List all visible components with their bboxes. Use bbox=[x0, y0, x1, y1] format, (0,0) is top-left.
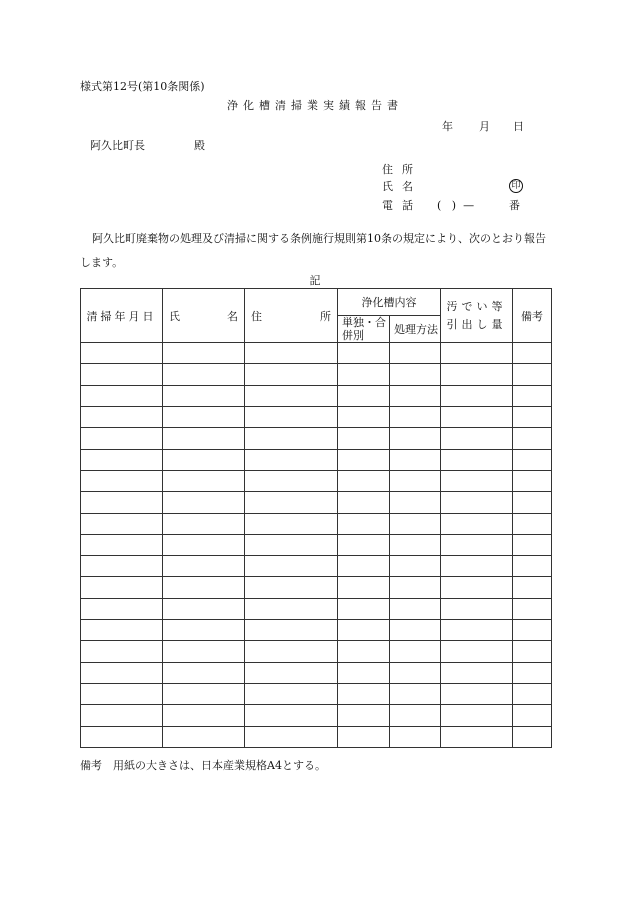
table-cell[interactable] bbox=[163, 684, 245, 705]
table-cell[interactable] bbox=[163, 513, 245, 534]
table-cell[interactable] bbox=[81, 577, 163, 598]
table-cell[interactable] bbox=[163, 705, 245, 726]
table-cell[interactable] bbox=[245, 726, 338, 747]
col-address-char-1: 住 bbox=[251, 309, 262, 323]
table-cell[interactable] bbox=[390, 641, 441, 662]
table-cell[interactable] bbox=[245, 449, 338, 470]
table-cell[interactable] bbox=[338, 684, 390, 705]
table-cell[interactable] bbox=[245, 470, 338, 491]
table-cell[interactable] bbox=[441, 662, 513, 683]
table-cell[interactable] bbox=[81, 726, 163, 747]
table-cell[interactable] bbox=[390, 662, 441, 683]
table-cell[interactable] bbox=[390, 577, 441, 598]
table-cell[interactable] bbox=[390, 364, 441, 385]
table-cell[interactable] bbox=[390, 726, 441, 747]
col-tank-type-header: 単独・合併別 bbox=[338, 316, 390, 343]
table-cell[interactable] bbox=[163, 449, 245, 470]
table-cell[interactable] bbox=[81, 705, 163, 726]
table-cell[interactable] bbox=[513, 662, 552, 683]
table-cell[interactable] bbox=[81, 470, 163, 491]
table-cell[interactable] bbox=[441, 492, 513, 513]
table-cell[interactable] bbox=[338, 406, 390, 427]
table-cell[interactable] bbox=[513, 428, 552, 449]
table-row bbox=[81, 684, 552, 705]
table-row bbox=[81, 343, 552, 364]
table-cell[interactable] bbox=[81, 534, 163, 555]
addressee: 阿久比町長 bbox=[90, 139, 145, 152]
table-cell[interactable] bbox=[441, 577, 513, 598]
date-month-label: 月 bbox=[479, 120, 490, 133]
table-cell[interactable] bbox=[513, 556, 552, 577]
table-cell[interactable] bbox=[245, 364, 338, 385]
table-cell[interactable] bbox=[513, 577, 552, 598]
table-row bbox=[81, 406, 552, 427]
table-cell[interactable] bbox=[338, 577, 390, 598]
table-cell[interactable] bbox=[513, 364, 552, 385]
table-cell[interactable] bbox=[513, 705, 552, 726]
table-cell[interactable] bbox=[338, 556, 390, 577]
phone-label-2: 話 bbox=[402, 199, 413, 212]
table-cell[interactable] bbox=[338, 534, 390, 555]
table-cell[interactable] bbox=[81, 641, 163, 662]
table-cell[interactable] bbox=[441, 449, 513, 470]
table-cell[interactable] bbox=[390, 343, 441, 364]
table-cell[interactable] bbox=[513, 406, 552, 427]
form-number: 様式第12号(第10条関係) bbox=[80, 80, 205, 93]
table-cell[interactable] bbox=[81, 406, 163, 427]
table-cell[interactable] bbox=[390, 470, 441, 491]
col-name-char-2: 名 bbox=[227, 309, 238, 323]
table-cell[interactable] bbox=[513, 470, 552, 491]
table-cell[interactable] bbox=[81, 385, 163, 406]
table-cell[interactable] bbox=[390, 556, 441, 577]
table-cell[interactable] bbox=[513, 534, 552, 555]
table-cell[interactable] bbox=[338, 470, 390, 491]
table-cell[interactable] bbox=[81, 662, 163, 683]
table-row bbox=[81, 598, 552, 619]
table-cell[interactable] bbox=[441, 428, 513, 449]
col-sludge-line-2: 引出し量 bbox=[446, 317, 507, 331]
col-sludge-header bbox=[441, 289, 513, 343]
table-cell[interactable] bbox=[81, 428, 163, 449]
address-label-2: 所 bbox=[402, 163, 413, 176]
table-row bbox=[81, 428, 552, 449]
table-cell[interactable] bbox=[245, 577, 338, 598]
table-row bbox=[81, 620, 552, 641]
body-text: 阿久比町廃棄物の処理及び清掃に関する条例施行規則第10条の規定により、次のとおり報告します。 bbox=[80, 232, 546, 269]
table-cell[interactable] bbox=[513, 598, 552, 619]
table-cell[interactable] bbox=[441, 534, 513, 555]
table-cell[interactable] bbox=[163, 492, 245, 513]
table-cell[interactable] bbox=[81, 598, 163, 619]
footnote: 備考 用紙の大きさは、日本産業規格A4とする。 bbox=[80, 759, 326, 772]
col-address-char-2: 所 bbox=[320, 309, 331, 323]
phone-format: ( ) — bbox=[437, 199, 475, 212]
table-cell[interactable] bbox=[390, 449, 441, 470]
table-cell[interactable] bbox=[390, 705, 441, 726]
name-label-2: 名 bbox=[402, 180, 413, 193]
table-cell[interactable] bbox=[390, 513, 441, 534]
table-cell[interactable] bbox=[81, 364, 163, 385]
table-cell[interactable] bbox=[163, 641, 245, 662]
table-cell[interactable] bbox=[81, 492, 163, 513]
table-cell[interactable] bbox=[245, 620, 338, 641]
table-cell[interactable] bbox=[390, 385, 441, 406]
table-cell[interactable] bbox=[81, 620, 163, 641]
table-row bbox=[81, 534, 552, 555]
table-cell[interactable] bbox=[441, 343, 513, 364]
table-cell[interactable] bbox=[441, 470, 513, 491]
table-cell[interactable] bbox=[338, 641, 390, 662]
table-cell[interactable] bbox=[163, 343, 245, 364]
col-tank-method-header: 処理方法 bbox=[390, 316, 441, 343]
col-sludge-line-1: 汚でい等 bbox=[446, 299, 507, 313]
table-cell[interactable] bbox=[338, 662, 390, 683]
table-row bbox=[81, 449, 552, 470]
seal-mark: 印 bbox=[509, 179, 523, 193]
table-row bbox=[81, 385, 552, 406]
table-cell[interactable] bbox=[163, 385, 245, 406]
table-cell[interactable] bbox=[245, 556, 338, 577]
col-remarks-header: 備考 bbox=[513, 289, 552, 343]
name-label-1: 氏 bbox=[382, 180, 393, 193]
date-year-label: 年 bbox=[442, 120, 453, 133]
table-cell[interactable] bbox=[245, 428, 338, 449]
col-tank-header: 浄化槽内容 bbox=[338, 289, 441, 316]
table-cell[interactable] bbox=[338, 705, 390, 726]
table-cell[interactable] bbox=[245, 641, 338, 662]
table-cell[interactable] bbox=[441, 705, 513, 726]
table-cell[interactable] bbox=[338, 364, 390, 385]
document-title: 浄化槽清掃業実績報告書 bbox=[227, 99, 403, 112]
phone-label-1: 電 bbox=[382, 199, 393, 212]
table-row bbox=[81, 556, 552, 577]
table-cell[interactable] bbox=[441, 684, 513, 705]
table-cell[interactable] bbox=[245, 534, 338, 555]
table-cell[interactable] bbox=[81, 513, 163, 534]
table-cell[interactable] bbox=[390, 534, 441, 555]
table-cell[interactable] bbox=[81, 556, 163, 577]
table-cell[interactable] bbox=[163, 662, 245, 683]
table-cell[interactable] bbox=[245, 492, 338, 513]
table-cell[interactable] bbox=[513, 726, 552, 747]
table-cell[interactable] bbox=[441, 620, 513, 641]
table-cell[interactable] bbox=[513, 684, 552, 705]
table-cell[interactable] bbox=[81, 449, 163, 470]
table-cell[interactable] bbox=[163, 556, 245, 577]
table-cell[interactable] bbox=[513, 343, 552, 364]
table-cell[interactable] bbox=[441, 364, 513, 385]
table-body bbox=[81, 343, 552, 748]
table-cell[interactable] bbox=[338, 513, 390, 534]
table-cell[interactable] bbox=[163, 470, 245, 491]
table-cell[interactable] bbox=[390, 406, 441, 427]
table-cell[interactable] bbox=[81, 684, 163, 705]
col-name-char-1: 氏 bbox=[169, 309, 180, 323]
table-cell[interactable] bbox=[513, 449, 552, 470]
table-row bbox=[81, 513, 552, 534]
col-name-header bbox=[163, 289, 245, 343]
table-cell[interactable] bbox=[163, 364, 245, 385]
table-row bbox=[81, 726, 552, 747]
table-cell[interactable] bbox=[338, 726, 390, 747]
table-cell[interactable] bbox=[338, 385, 390, 406]
col-address-header bbox=[245, 289, 338, 343]
table-cell[interactable] bbox=[338, 343, 390, 364]
table-cell[interactable] bbox=[338, 620, 390, 641]
address-label-1: 住 bbox=[382, 163, 393, 176]
table-cell[interactable] bbox=[513, 385, 552, 406]
table-cell[interactable] bbox=[245, 385, 338, 406]
table-cell[interactable] bbox=[338, 428, 390, 449]
report-table bbox=[80, 288, 552, 748]
col-date-header: 清掃年月日 bbox=[81, 289, 163, 343]
table-row bbox=[81, 662, 552, 683]
table-cell[interactable] bbox=[513, 641, 552, 662]
table-cell[interactable] bbox=[513, 620, 552, 641]
table-cell[interactable] bbox=[163, 406, 245, 427]
table-cell[interactable] bbox=[513, 492, 552, 513]
table-cell[interactable] bbox=[163, 726, 245, 747]
table-cell[interactable] bbox=[441, 513, 513, 534]
table-cell[interactable] bbox=[338, 598, 390, 619]
table-cell[interactable] bbox=[513, 513, 552, 534]
table-cell[interactable] bbox=[338, 449, 390, 470]
table-cell[interactable] bbox=[390, 428, 441, 449]
table-row bbox=[81, 364, 552, 385]
table-row bbox=[81, 705, 552, 726]
table-cell[interactable] bbox=[163, 598, 245, 619]
table-cell[interactable] bbox=[163, 428, 245, 449]
table-row bbox=[81, 470, 552, 491]
table-row bbox=[81, 641, 552, 662]
table-cell[interactable] bbox=[245, 684, 338, 705]
table-cell[interactable] bbox=[245, 343, 338, 364]
honorific: 殿 bbox=[194, 139, 205, 152]
table-cell[interactable] bbox=[245, 513, 338, 534]
table-cell[interactable] bbox=[390, 492, 441, 513]
table-cell[interactable] bbox=[441, 598, 513, 619]
table-cell[interactable] bbox=[163, 577, 245, 598]
ki-heading: 記 bbox=[309, 274, 321, 287]
table-cell[interactable] bbox=[390, 620, 441, 641]
table-cell[interactable] bbox=[390, 598, 441, 619]
table-cell[interactable] bbox=[163, 620, 245, 641]
table-cell[interactable] bbox=[245, 662, 338, 683]
table-cell[interactable] bbox=[245, 406, 338, 427]
table-cell[interactable] bbox=[245, 598, 338, 619]
table-cell[interactable] bbox=[81, 343, 163, 364]
table-row bbox=[81, 492, 552, 513]
table-cell[interactable] bbox=[338, 492, 390, 513]
table-cell[interactable] bbox=[163, 534, 245, 555]
table-cell[interactable] bbox=[441, 385, 513, 406]
date-day-label: 日 bbox=[513, 120, 524, 133]
table-row bbox=[81, 577, 552, 598]
table-cell[interactable] bbox=[390, 684, 441, 705]
table-cell[interactable] bbox=[441, 406, 513, 427]
table-cell[interactable] bbox=[245, 705, 338, 726]
table-cell[interactable] bbox=[441, 556, 513, 577]
table-cell[interactable] bbox=[441, 641, 513, 662]
table-cell[interactable] bbox=[441, 726, 513, 747]
phone-suffix: 番 bbox=[509, 199, 520, 212]
